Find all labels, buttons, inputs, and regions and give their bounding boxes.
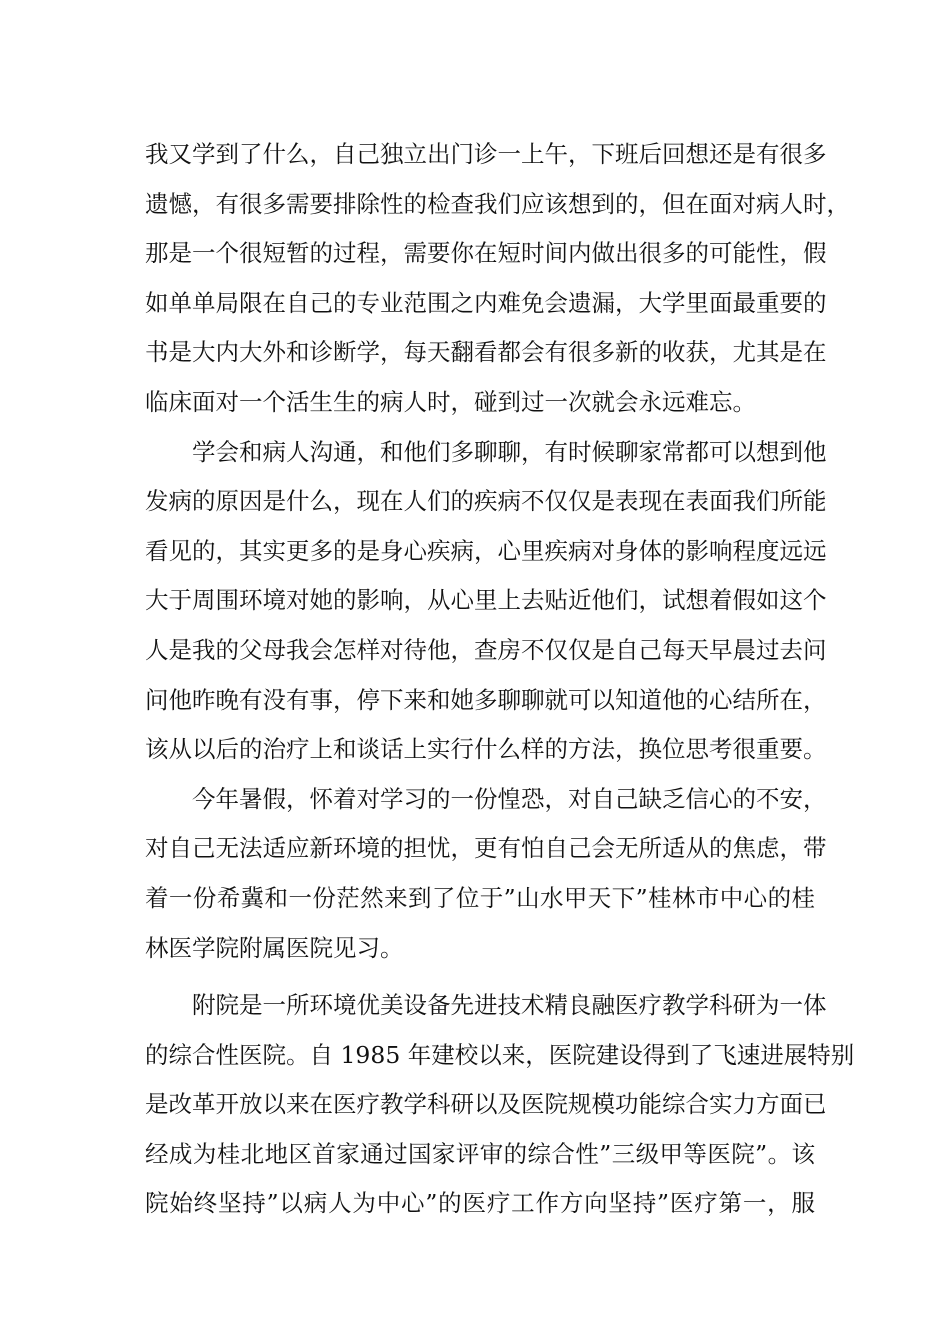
text-line: 人是我的父母我会怎样对待他，查房不仅仅是自己每天早晨过去问	[145, 635, 827, 664]
text-line: 如单单局限在自己的专业范围之内难免会遗漏，大学里面最重要的	[145, 288, 827, 317]
text-line: 该从以后的治疗上和谈话上实行什么样的方法，换位思考很重要。	[145, 735, 827, 764]
text-line: 书是大内大外和诊断学，每天翻看都会有很多新的收获，尤其是在	[145, 338, 827, 367]
text-line: 经成为桂北地区首家通过国家评审的综合性”三级甲等医院”。该	[145, 1139, 815, 1168]
text-line: 是改革开放以来在医疗教学科研以及医院规模功能综合实力方面已	[145, 1090, 827, 1119]
text-line: 附院是一所环境优美设备先进技术精良融医疗教学科研为一体	[192, 991, 827, 1020]
text-line: 我又学到了什么，自己独立出门诊一上午，下班后回想还是有很多	[145, 140, 827, 168]
text-line: 对自己无法适应新环境的担忧，更有怕自己会无所适从的焦虑，带	[145, 834, 827, 863]
paragraph	[145, 981, 855, 1229]
text-line: 林医学院附属医院见习。	[145, 933, 404, 962]
text-line: 遗憾，有很多需要排除性的检查我们应该想到的，但在面对病人时，	[145, 189, 850, 218]
paragraph-spacing	[145, 973, 815, 981]
text-line: 看见的，其实更多的是身心疾病，心里疾病对身体的影响程度远远	[145, 536, 827, 565]
text-line: 问他昨晚有没有事，停下来和她多聊聊就可以知道他的心结所在，	[145, 685, 827, 714]
paragraph	[145, 130, 850, 428]
text-line: 那是一个很短暂的过程，需要你在短时间内做出很多的可能性，假	[145, 239, 827, 268]
paragraph	[145, 428, 827, 775]
text-line: 大于周围环境对她的影响，从心里上去贴近他们，试想着假如这个	[145, 586, 827, 615]
document-body	[145, 130, 855, 1229]
text-line: 学会和病人沟通，和他们多聊聊，有时候聊家常都可以想到他	[192, 437, 827, 466]
text-line: 发病的原因是什么，现在人们的疾病不仅仅是表现在表面我们所能	[145, 487, 827, 516]
text-line: 临床面对一个活生生的病人时，碰到过一次就会永远难忘。	[145, 387, 756, 416]
text-line: 着一份希冀和一份茫然来到了位于”山水甲天下”桂林市中心的桂	[145, 883, 815, 912]
text-line: 今年暑假，怀着对学习的一份惶恐，对自己缺乏信心的不安，	[192, 784, 827, 813]
text-line: 院始终坚持”以病人为中心”的医疗工作方向坚持”医疗第一，服	[145, 1189, 815, 1218]
paragraph	[145, 775, 827, 973]
text-line: 的综合性医院。自 1985 年建校以来，医院建设得到了飞速进展特别	[145, 1040, 855, 1069]
